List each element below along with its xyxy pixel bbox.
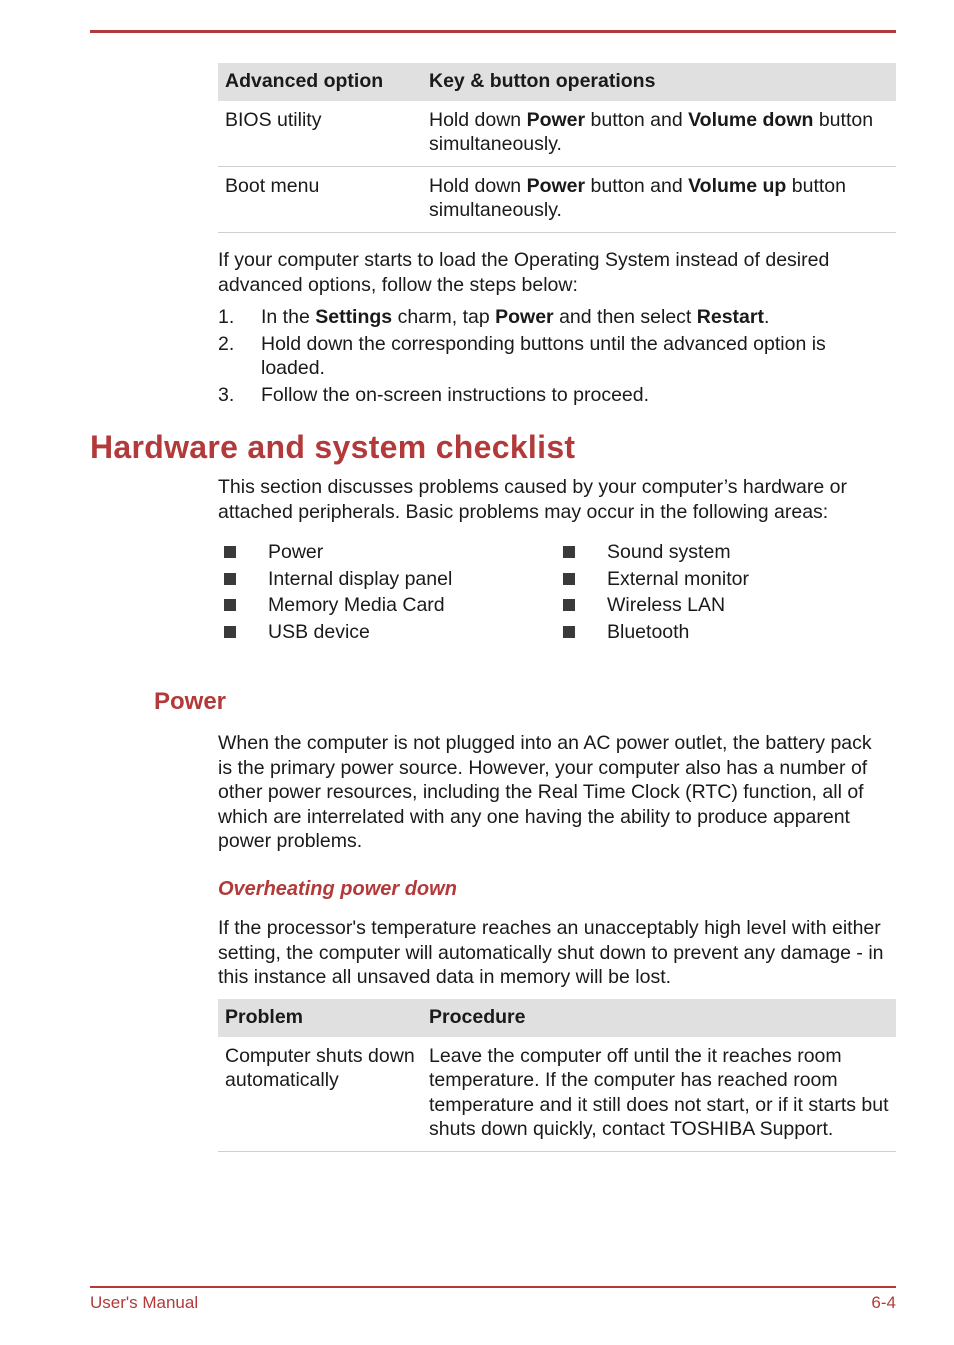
power-heading: Power — [154, 688, 227, 715]
area-label: Sound system — [607, 541, 731, 563]
op-bold: Volume down — [688, 108, 814, 131]
bullet-square-icon — [563, 573, 575, 585]
bullet-square-icon — [563, 599, 575, 611]
list-item — [218, 620, 538, 647]
table-row — [218, 1037, 896, 1152]
table-header-cell: Problem — [218, 999, 422, 1037]
step-text: In the — [261, 306, 316, 328]
step-bold: Power — [495, 306, 554, 328]
overheating-heading: Overheating power down — [218, 878, 457, 900]
op-text: Hold down — [429, 108, 527, 131]
table-header-cell: Key & button operations — [422, 63, 896, 101]
bullet-square-icon — [224, 546, 236, 558]
step-number: 2. — [218, 332, 235, 355]
overheating-paragraph: If the processor's temperature reaches an unacceptably high level with either setting, the computer will automatically shut down to prevent any damage - in this instance all unsaved data in memory will be lost. — [218, 917, 884, 988]
list-item — [218, 332, 888, 381]
list-item — [557, 540, 887, 567]
header-rule — [90, 30, 896, 33]
area-label: Wireless LAN — [607, 594, 726, 616]
footer-page-number: 6-4 — [871, 1293, 896, 1312]
step-number: 1. — [218, 306, 235, 328]
bullet-square-icon — [224, 573, 236, 585]
step-bold: Restart — [696, 306, 764, 328]
step-text: and then select — [553, 306, 697, 328]
list-item — [218, 305, 888, 330]
checklist-paragraph: This section discusses problems caused by your computer’s hardware or attached peripherals. Basic problems may occur in the following areas: — [218, 476, 847, 523]
list-item — [557, 593, 887, 620]
op-bold: Power — [526, 174, 586, 197]
area-label: Internal display panel — [268, 567, 453, 590]
table-header-row — [218, 63, 896, 101]
area-label: Memory Media Card — [268, 594, 445, 616]
areas-list-left — [218, 540, 538, 646]
list-item — [218, 383, 888, 408]
step-text: . — [763, 306, 770, 328]
op-bold: Power — [526, 108, 586, 131]
list-item — [557, 567, 887, 594]
op-bold: Volume up — [688, 174, 787, 197]
intro-paragraph: If your computer starts to load the Operating System instead of desired advanced options, follow the steps below: — [218, 249, 830, 296]
footer-manual-title: User's Manual — [90, 1293, 199, 1312]
advanced-options-table — [218, 63, 896, 233]
option-cell: BIOS utility — [218, 101, 422, 167]
steps-list — [218, 305, 888, 409]
section-heading: Hardware and system checklist — [90, 429, 576, 465]
problem-table-wrap — [218, 999, 896, 1152]
table-header-cell: Advanced option — [218, 63, 422, 101]
area-label: USB device — [268, 620, 370, 643]
op-text: button and — [585, 108, 689, 131]
table-header-row — [218, 999, 896, 1037]
power-paragraph: When the computer is not plugged into an AC power outlet, the battery pack is the primary power source. However, your computer also has a number of other power resources, including the Real Time Clock (RTC) function, all of which are interrelated with any one having the ability to produce apparent power problems. — [218, 732, 872, 852]
step-number: 3. — [218, 383, 235, 406]
op-text: button simultaneously. — [429, 174, 846, 221]
step-text: Hold down the corresponding buttons until the advanced option is loaded. — [261, 332, 826, 379]
bullet-square-icon — [224, 599, 236, 611]
table-row — [218, 166, 896, 232]
area-label: Power — [268, 541, 324, 563]
list-item — [218, 593, 538, 620]
step-bold: Settings — [315, 306, 393, 328]
list-item — [218, 567, 538, 594]
footer-rule — [90, 1286, 896, 1288]
problem-cell: Computer shuts down automatically — [218, 1037, 422, 1152]
step-text: Follow the on-screen instructions to proceed. — [261, 383, 650, 406]
op-text: Hold down — [429, 174, 527, 197]
option-cell: Boot menu — [218, 166, 422, 232]
operation-cell — [422, 166, 896, 232]
table-header-cell: Procedure — [422, 999, 896, 1037]
table-row — [218, 101, 896, 167]
bullet-square-icon — [563, 546, 575, 558]
list-item — [218, 540, 538, 567]
problem-procedure-table — [218, 999, 896, 1152]
area-label: Bluetooth — [607, 620, 690, 643]
bullet-square-icon — [563, 626, 575, 638]
op-text: button and — [585, 174, 689, 197]
bullet-square-icon — [224, 626, 236, 638]
procedure-cell: Leave the computer off until the it reaches room temperature. If the computer has reached room temperature and it still does not start, or if it starts but shuts down quickly, contact TOSHIBA Support. — [422, 1037, 896, 1152]
op-text: button simultaneously. — [429, 108, 874, 155]
step-text: charm, tap — [392, 306, 496, 328]
area-label: External monitor — [607, 567, 749, 590]
advanced-options-table-wrap — [218, 63, 896, 233]
operation-cell — [422, 101, 896, 167]
areas-list-right — [557, 540, 887, 646]
list-item — [557, 620, 887, 647]
